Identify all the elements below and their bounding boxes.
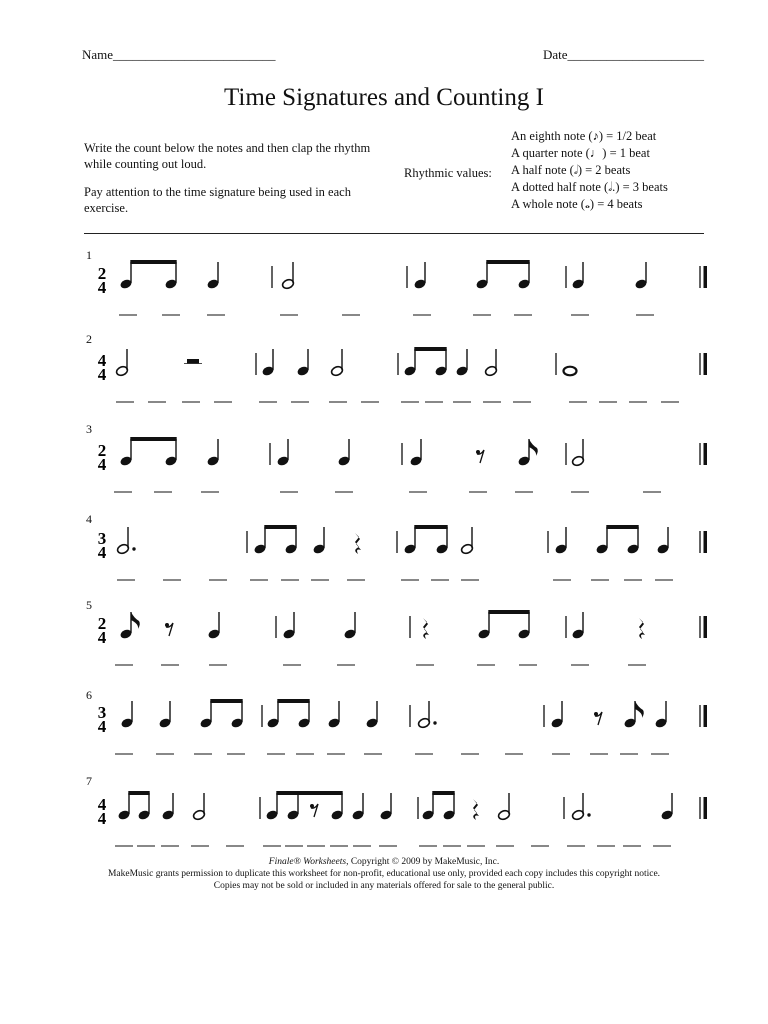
beam [210,699,242,703]
name-label: Name [82,47,114,62]
final-barline-thick [704,797,708,819]
exercise-6 [98,699,707,754]
quarter-rest [473,799,479,820]
rhythmic-value-quarter: A quarter note (♩) = 1 beat [511,146,650,160]
augmentation-dot [587,813,590,816]
beam [414,347,446,351]
exercise-3 [98,437,707,492]
beam [606,525,638,529]
whole-note-head [564,367,577,376]
date-blank: _____________________ [567,47,705,62]
time-signature-bottom: 4 [97,717,107,736]
rhythmic-value-whole: A whole note (𝅝) = 4 beats [511,197,643,211]
beam [264,525,296,529]
time-signature-bottom: 4 [97,455,107,474]
final-barline-thick [704,531,708,553]
time-signature-bottom: 4 [97,809,107,828]
beam [414,525,447,529]
exercise-number: 3 [86,422,92,436]
exercise-number: 1 [86,248,92,262]
final-barline-thick [704,705,708,727]
sale-restriction-line: Copies may not be sold or included in any materials offered for sale to the general public. [213,881,555,891]
exercise-number: 4 [86,512,92,526]
exercise-5 [98,610,707,665]
final-barline-thick [704,353,708,375]
dotted-half-note-icon: 𝅗𝅥. [608,180,616,194]
final-barline-thick [704,616,708,638]
time-signature-top: 2 [97,264,107,283]
final-barline-thick [704,443,708,465]
beam [488,610,529,614]
quarter-rest [639,618,645,639]
footer-italic: Finale® Worksheets [268,857,347,867]
quarter-rest [355,533,361,554]
time-signature-top: 4 [97,795,107,814]
copyright-line: Finale® Worksheets, Copyright © 2009 by MakeMusic, Inc. [268,857,500,867]
beam [128,791,149,795]
date-label: Date [543,47,568,62]
time-signature-bottom: 4 [97,628,107,647]
name-blank: _________________________ [113,47,276,62]
exercise-number: 7 [86,774,92,788]
quarter-note-icon: ♩ [589,146,603,160]
beam [277,699,309,703]
exercise-number: 5 [86,598,92,612]
half-rest [187,359,199,364]
instruction-2: Pay attention to the time signature being used in each exercise. [84,185,351,215]
time-signature-top: 2 [97,441,107,460]
page-title: Time Signatures and Counting I [224,84,544,111]
exercise-number: 2 [86,332,92,346]
exercise-4 [98,525,707,580]
eighth-note-icon: ♪ [592,129,599,143]
augmentation-dot [433,721,436,724]
time-signature-bottom: 4 [97,543,107,562]
time-signature-top: 3 [97,703,107,722]
beam [276,791,342,795]
rhythmic-value-dotted-half: A dotted half note (𝅗𝅥.) = 3 beats [511,180,668,194]
final-barline-thick [704,266,708,288]
augmentation-dot [132,547,135,550]
half-note-icon: 𝅗𝅥 [573,163,578,177]
quarter-rest [423,618,429,639]
time-signature-bottom: 4 [97,365,107,384]
rhythmic-values-label: Rhythmic values: [404,166,492,180]
exercise-7 [98,791,707,846]
beam [486,260,529,264]
time-signature-top: 3 [97,529,107,548]
exercise-number: 6 [86,688,92,702]
beam [432,791,454,795]
eighth-flag [529,439,538,456]
eighth-flag [131,612,140,629]
time-signature-top: 4 [97,351,107,370]
permission-line: MakeMusic grants permission to duplicate this worksheet for non-profit, educational use only, provided each copy includes this copyright notice. [107,869,661,879]
eighth-flag [635,701,644,718]
whole-note-icon: 𝅝 [584,197,590,211]
time-signature-bottom: 4 [97,278,107,297]
time-signature-top: 2 [97,614,107,633]
beam [130,437,176,441]
rhythmic-value-eighth: An eighth note (♪) = 1/2 beat [511,129,657,143]
exercise-2 [98,347,707,402]
rhythmic-value-half: A half note (𝅗𝅥) = 2 beats [511,163,631,177]
exercise-1 [98,260,707,315]
beam [130,260,176,264]
instruction-1: Write the count below the notes and then clap the rhythm while counting out loud. [84,141,371,171]
